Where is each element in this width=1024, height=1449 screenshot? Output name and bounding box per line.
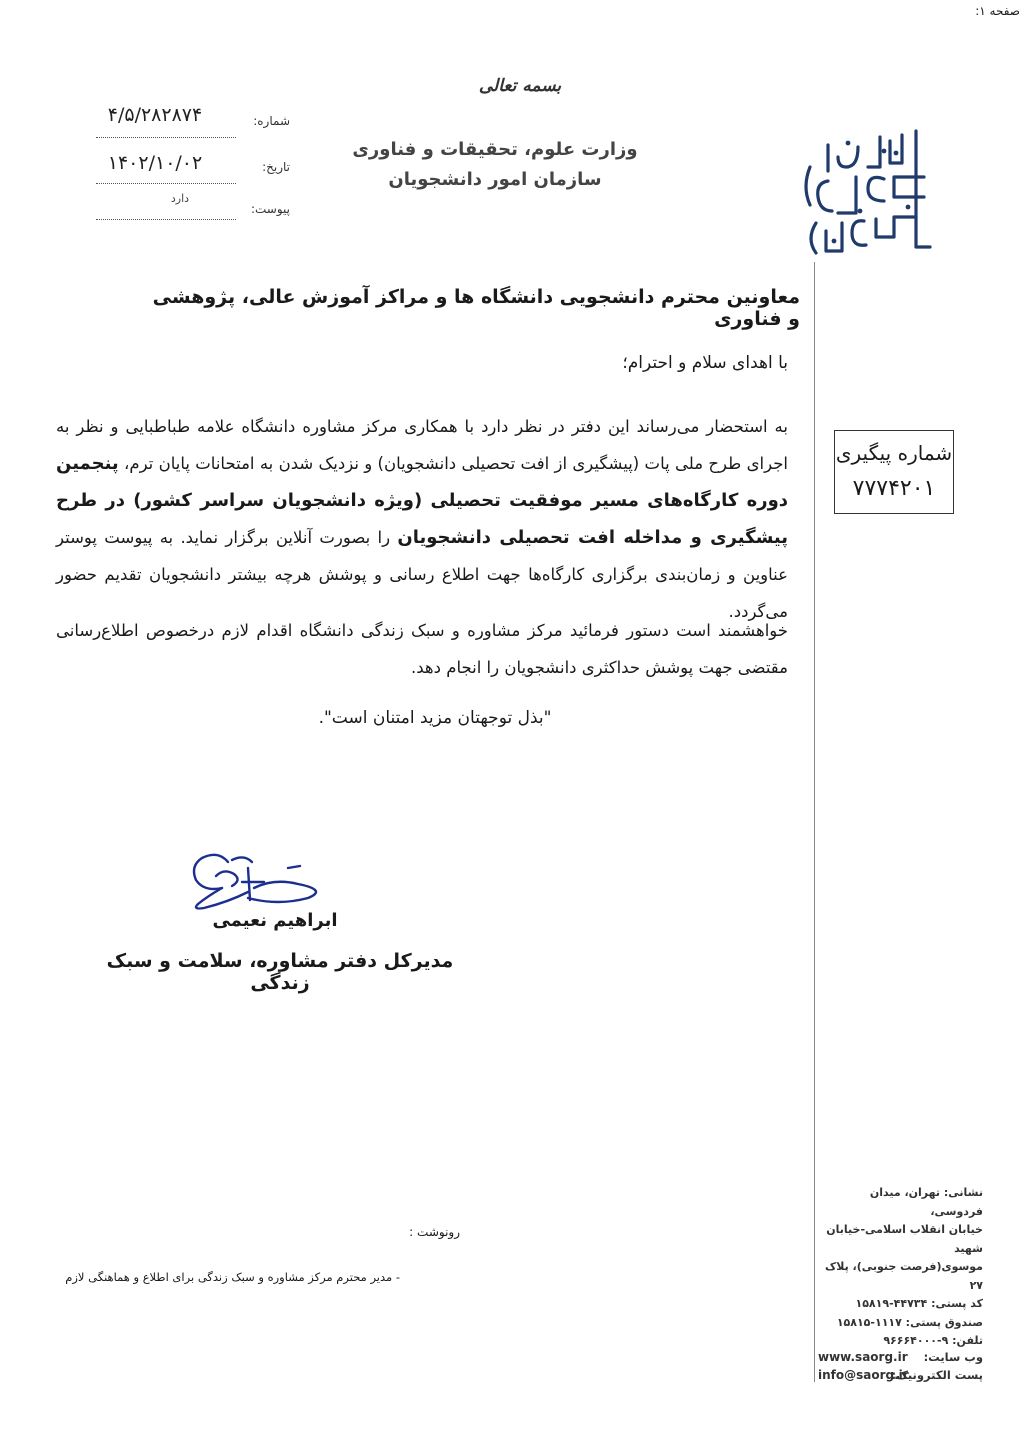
basmala: بسمه تعالی: [478, 76, 562, 96]
address-line: موسوی(فرصت جنوبی)، پلاک ۲۷: [824, 1260, 983, 1292]
website-row: [818, 1348, 983, 1366]
signature-scribble: [188, 848, 338, 913]
tracking-label: شماره پیگیری: [835, 441, 953, 465]
website-label: وب سایت:: [923, 1350, 983, 1364]
letter-closing: "بذل توجهتان مزید امتنان است".: [318, 708, 552, 728]
email-row: [818, 1366, 983, 1384]
letter-date-field: [60, 152, 290, 186]
greeting: با اهدای سلام و احترام؛: [622, 353, 788, 373]
body-text-bold: پنجمین دوره کارگاه‌های مسیر موفقیت تحصیلی (ویژه دانشجویان سراسر کشور) در طرح پیشگیری و مداخله افت تحصیلی دانشجویان: [56, 453, 788, 548]
cc-recipient: - مدیر محترم مرکز مشاوره و سبک زندگی برای اطلاع و هماهنگی لازم: [65, 1270, 400, 1284]
addressee: معاونین محترم دانشجویی دانشگاه ها و مراکز آموزش عالی، پژوهشی و فناوری: [152, 286, 800, 330]
body-text-part2: را بصورت آنلاین برگزار نماید. به پیوست پوستر عناوین و زمان‌بندی برگزاری کارگاه‌ها جهت اطلاع رسانی و پوشش هرچه بیشتر دانشجویان تقدیم حضور می‌گردد.: [56, 528, 788, 621]
attachment-field: [60, 202, 290, 222]
tracking-number: ۷۷۷۴۲۰۱: [852, 476, 936, 501]
organization-name: سازمان امور دانشجویان: [388, 169, 602, 190]
ministry-name: وزارت علوم، تحقیقات و فناوری: [352, 139, 638, 160]
letter-body: [56, 408, 788, 630]
saorg-logo-icon: [798, 127, 936, 259]
attachment-label: پیوست:: [250, 202, 290, 216]
attachment-value: دارد: [170, 192, 190, 205]
tracking-number-box: [834, 430, 954, 514]
po-box: صندوق پستی: ۱۱۱۷-۱۵۸۱۵: [836, 1315, 983, 1329]
letter-number-label: شماره:: [253, 114, 290, 128]
email-label: پست الکترونیک:: [891, 1368, 983, 1382]
contact-info: [818, 1184, 983, 1351]
letter-date-label: تاریخ:: [262, 160, 290, 174]
page-number: صفحه ۱:: [975, 4, 1020, 18]
signer-name: ابراهیم نعیمی: [212, 910, 338, 931]
letter-request: خواهشمند است دستور فرمائید مرکز مشاوره و سبک زندگی دانشگاه اقدام لازم درخصوص اطلاع‌رسانی مقتضی جهت پوشش حداکثری دانشجویان را انجام دهد.: [56, 621, 788, 677]
website-link[interactable]: www.saorg.ir: [818, 1350, 908, 1364]
body-text-part1: به استحضار می‌رساند این دفتر در نظر دارد با همکاری مرکز مشاوره دانشگاه علامه طباطبایی و نظر به اجرای طرح ملی پات (پیشگیری از افت تحصیلی دانشجویان) و نزدیک شدن به امتحانات پایان ترم،: [56, 417, 788, 473]
letter-number-value: ۴/۵/۲۸۲۸۷۴: [107, 104, 203, 126]
letterhead: [340, 135, 650, 195]
address-line: خیابان انقلاب اسلامی-خیابان شهید: [826, 1223, 983, 1255]
postal-code: کد پستی: ۴۴۷۳۴-۱۵۸۱۹: [855, 1297, 983, 1310]
dotted-line: [96, 219, 236, 220]
address-line: نشانی: تهران، میدان فردوسی،: [869, 1186, 983, 1218]
phone-number: تلفن: ۹-۹۶۶۶۴۰۰۰: [883, 1334, 983, 1347]
cc-label: رونوشت :: [409, 1225, 460, 1239]
letter-date-value: ۱۴۰۲/۱۰/۰۲: [107, 152, 203, 174]
margin-divider-line: [814, 262, 815, 1382]
email-link[interactable]: info@saorg.ir: [818, 1368, 909, 1382]
signer-title: مدیرکل دفتر مشاوره، سلامت و سبک زندگی: [106, 950, 454, 994]
letter-number-field: [60, 104, 290, 140]
dotted-line: [96, 137, 236, 138]
web-contact: [818, 1348, 983, 1384]
dotted-line: [96, 183, 236, 184]
